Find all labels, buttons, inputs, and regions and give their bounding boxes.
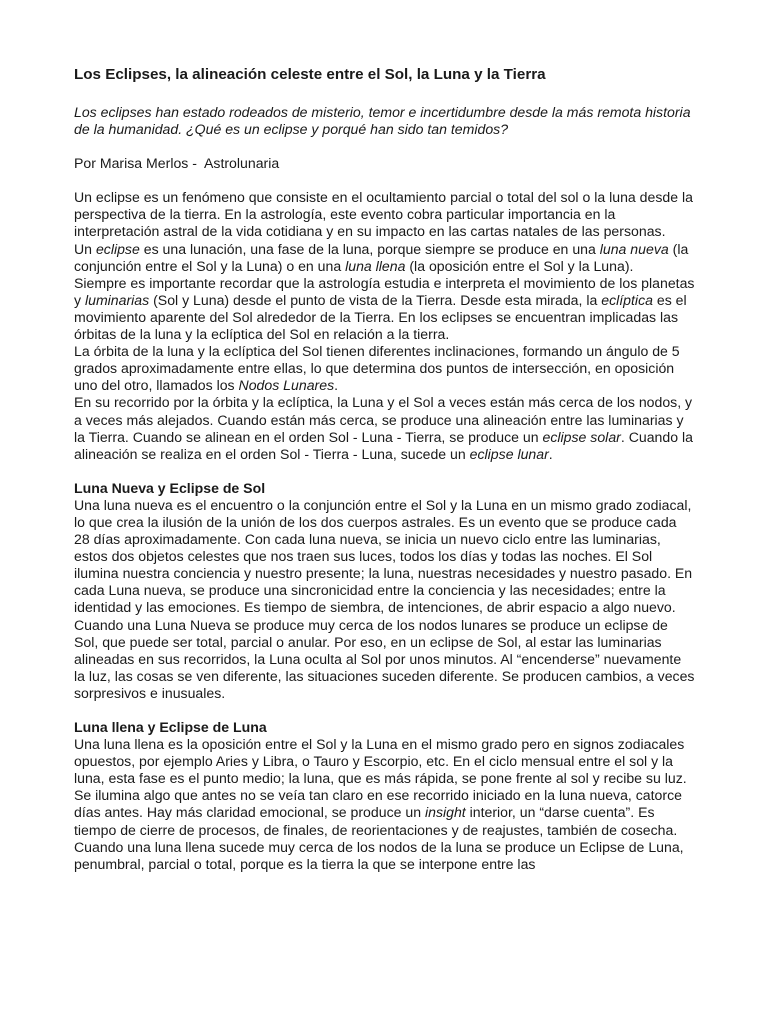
section2-paragraph-1	[74, 736, 696, 839]
term-eclipse-lunar: eclipse lunar	[469, 445, 549, 462]
text-run: La órbita de la luna y la eclíptica del Sol tienen diferentes inclinaciones, formando un ángulo de 5 grados aproximadamente entre ellas, lo que determina dos puntos de intersección, en oposición uno del otro, llamados los	[74, 343, 680, 394]
term-luna-nueva: luna nueva	[599, 240, 669, 257]
section2-paragraph-2: Cuando una luna llena sucede muy cerca de los nodos de la luna se produce un Eclipse de Luna, penumbral, parcial o total, porque es la tierra la que se interpone entre las	[74, 838, 684, 872]
text-run: .	[548, 445, 553, 462]
text-run: En su recorrido por la órbita y la eclíptica, la Luna y el Sol a veces están más cerca de los nodos, y a veces más alejados. Cuando están más cerca, se produce una alineación entre las luminarias y la Tierra. Cuando se alinean en el orden Sol - Luna - Tierra, se produce un	[74, 394, 693, 445]
byline: Por Marisa Merlos - Astrolunaria	[74, 155, 280, 172]
text-run: Un	[74, 240, 96, 257]
paragraph-gap	[74, 702, 696, 719]
term-nodos-lunares: Nodos Lunares	[238, 377, 335, 394]
term-insight: insight	[424, 804, 466, 821]
lead-paragraph: Los eclipses han estado rodeados de misterio, temor e incertidumbre desde la más remota historia de la humanidad. ¿Qué es un eclipse y porqué han sido tan temidos?	[74, 104, 691, 138]
text-run: (la conjunción entre el Sol y la Luna) o en una	[74, 240, 689, 274]
text-run: es el movimiento aparente del Sol alrededor de la Tierra. En los eclipses se encuentran implicadas las órbitas de la luna y la eclíptica del Sol en relación a la tierra.	[74, 291, 687, 343]
text-run: . Cuando la alineación se realiza en el orden Sol - Tierra - Luna, sucede un	[74, 428, 693, 462]
paragraph-gap	[74, 463, 696, 480]
intro-paragraph-5	[74, 394, 696, 462]
section-heading-luna-nueva: Luna Nueva y Eclipse de Sol	[74, 479, 266, 496]
term-luna-llena: luna llena	[345, 257, 406, 274]
intro-paragraph-2	[74, 241, 696, 275]
section-heading-luna-llena: Luna llena y Eclipse de Luna	[74, 719, 267, 735]
document-title: Los Eclipses, la alineación celeste entre el Sol, la Luna y la Tierra	[74, 66, 546, 83]
text-run: .	[334, 377, 339, 394]
text-run: (la oposición entre el Sol y la Luna).	[405, 257, 634, 274]
text-run: interior, un “darse cuenta”. Es tiempo de cierre de procesos, de finales, de reorientaciones y de reajustes, también de cosecha.	[74, 804, 678, 838]
section1-paragraph-1: Una luna nueva es el encuentro o la conjunción entre el Sol y la Luna en un mismo grado zodiacal, lo que crea la ilusión de la unión de los dos cuerpos astrales. Es un evento que se produce cada 28 días aproximadamente. Con cada luna nueva, se inicia un nuevo ciclo entre las luminarias, estos dos objetos celestes que nos traen sus luces, todos los días y todas las noches. El Sol ilumina nuestra conciencia y nuestro presente; la luna, nuestras necesidades y nuestro pasado. En cada Luna nueva, se produce una sincronicidad entre la conciencia y las necesidades; entre la identidad y las emociones. Es tiempo de siembra, de intenciones, de abrir espacio a algo nuevo.	[74, 496, 693, 616]
term-ecliptica: eclíptica	[601, 291, 653, 308]
intro-paragraph-4	[74, 343, 696, 394]
text-run: Siempre es importante recordar que la astrología estudia e interpreta el movimiento de los planetas y	[74, 274, 695, 308]
intro-paragraph-3	[74, 275, 696, 343]
term-eclipse-solar: eclipse solar	[542, 428, 621, 445]
text-run: Una luna llena es la oposición entre el Sol y la Luna en el mismo grado pero en signos zodiacales opuestos, por ejemplo Aries y Libra, o Tauro y Escorpio, etc. En el ciclo mensual entre el sol y la luna, esta fase es el punto medio; la luna, que es más rápida, se pone frente al sol y recibe su luz. Se ilumina algo que antes no se veía tan claro en ese recorrido iniciado en la luna nueva, catorce días antes. Hay más claridad emocional, se produce un	[74, 736, 687, 821]
intro-paragraph-1: Un eclipse es un fenómeno que consiste en el ocultamiento parcial o total del sol o la luna desde la perspectiva de la tierra. En la astrología, este evento cobra particular importancia en la interpretación astral de la vida cotidiana y en su impacto en las cartas natales de las personas.	[74, 189, 693, 240]
section1-paragraph-2: Cuando una Luna Nueva se produce muy cerca de los nodos lunares se produce un eclipse de Sol, que puede ser total, parcial o anular. Por eso, en un eclipse de Sol, al estar las luminarias alineadas en sus recorridos, la Luna oculta al Sol por unos minutos. Al “encenderse” nuevamente la luz, las cosas se ven diferente, las situaciones suceden diferente. Se producen cambios, a veces sorpresivos e inusuales.	[74, 616, 695, 701]
text-run: (Sol y Luna) desde el punto de vista de la Tierra. Desde esta mirada, la	[149, 291, 602, 308]
document-page	[74, 66, 696, 873]
term-eclipse: eclipse	[95, 240, 140, 257]
term-luminarias: luminarias	[84, 291, 150, 308]
text-run: es una lunación, una fase de la luna, porque siempre se produce en una	[139, 240, 600, 257]
